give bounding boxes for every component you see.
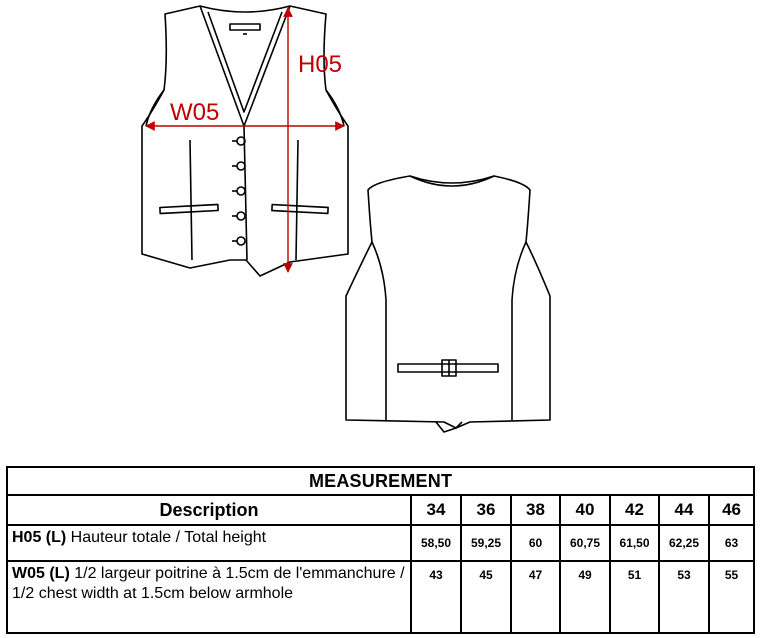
row-label: Hauteur totale / Total height <box>66 529 267 546</box>
row-value: 62,25 <box>659 525 709 561</box>
vest-back-drawing <box>346 176 550 432</box>
size-header: 38 <box>511 495 560 525</box>
description-header: Description <box>7 495 411 525</box>
vest-front-drawing <box>142 6 348 276</box>
dimension-w05-label: W05 <box>170 99 220 126</box>
size-header: 44 <box>659 495 709 525</box>
measurement-table <box>6 466 755 634</box>
dimension-h05-label: H05 <box>298 51 343 78</box>
size-header: 40 <box>560 495 610 525</box>
table-title: MEASUREMENT <box>7 467 754 495</box>
table-row <box>7 525 754 561</box>
row-value: 43 <box>411 561 461 633</box>
size-header: 36 <box>461 495 511 525</box>
row-value: 55 <box>709 561 754 633</box>
row-description <box>7 561 411 633</box>
row-value: 53 <box>659 561 709 633</box>
size-header: 34 <box>411 495 461 525</box>
row-value: 49 <box>560 561 610 633</box>
row-value: 60 <box>511 525 560 561</box>
size-header: 46 <box>709 495 754 525</box>
row-value: 61,50 <box>610 525 659 561</box>
row-value: 58,50 <box>411 525 461 561</box>
row-value: 63 <box>709 525 754 561</box>
size-header: 42 <box>610 495 659 525</box>
row-value: 59,25 <box>461 525 511 561</box>
row-value: 47 <box>511 561 560 633</box>
row-value: 45 <box>461 561 511 633</box>
row-value: 51 <box>610 561 659 633</box>
table-row <box>7 561 754 633</box>
row-code: H05 (L) <box>12 529 67 546</box>
row-value: 60,75 <box>560 525 610 561</box>
row-description <box>7 525 411 561</box>
row-label: 1/2 largeur poitrine à 1.5cm de l'emmanchure / 1/2 chest width at 1.5cm below armhole <box>12 565 405 602</box>
row-code: W05 (L) <box>12 565 70 582</box>
